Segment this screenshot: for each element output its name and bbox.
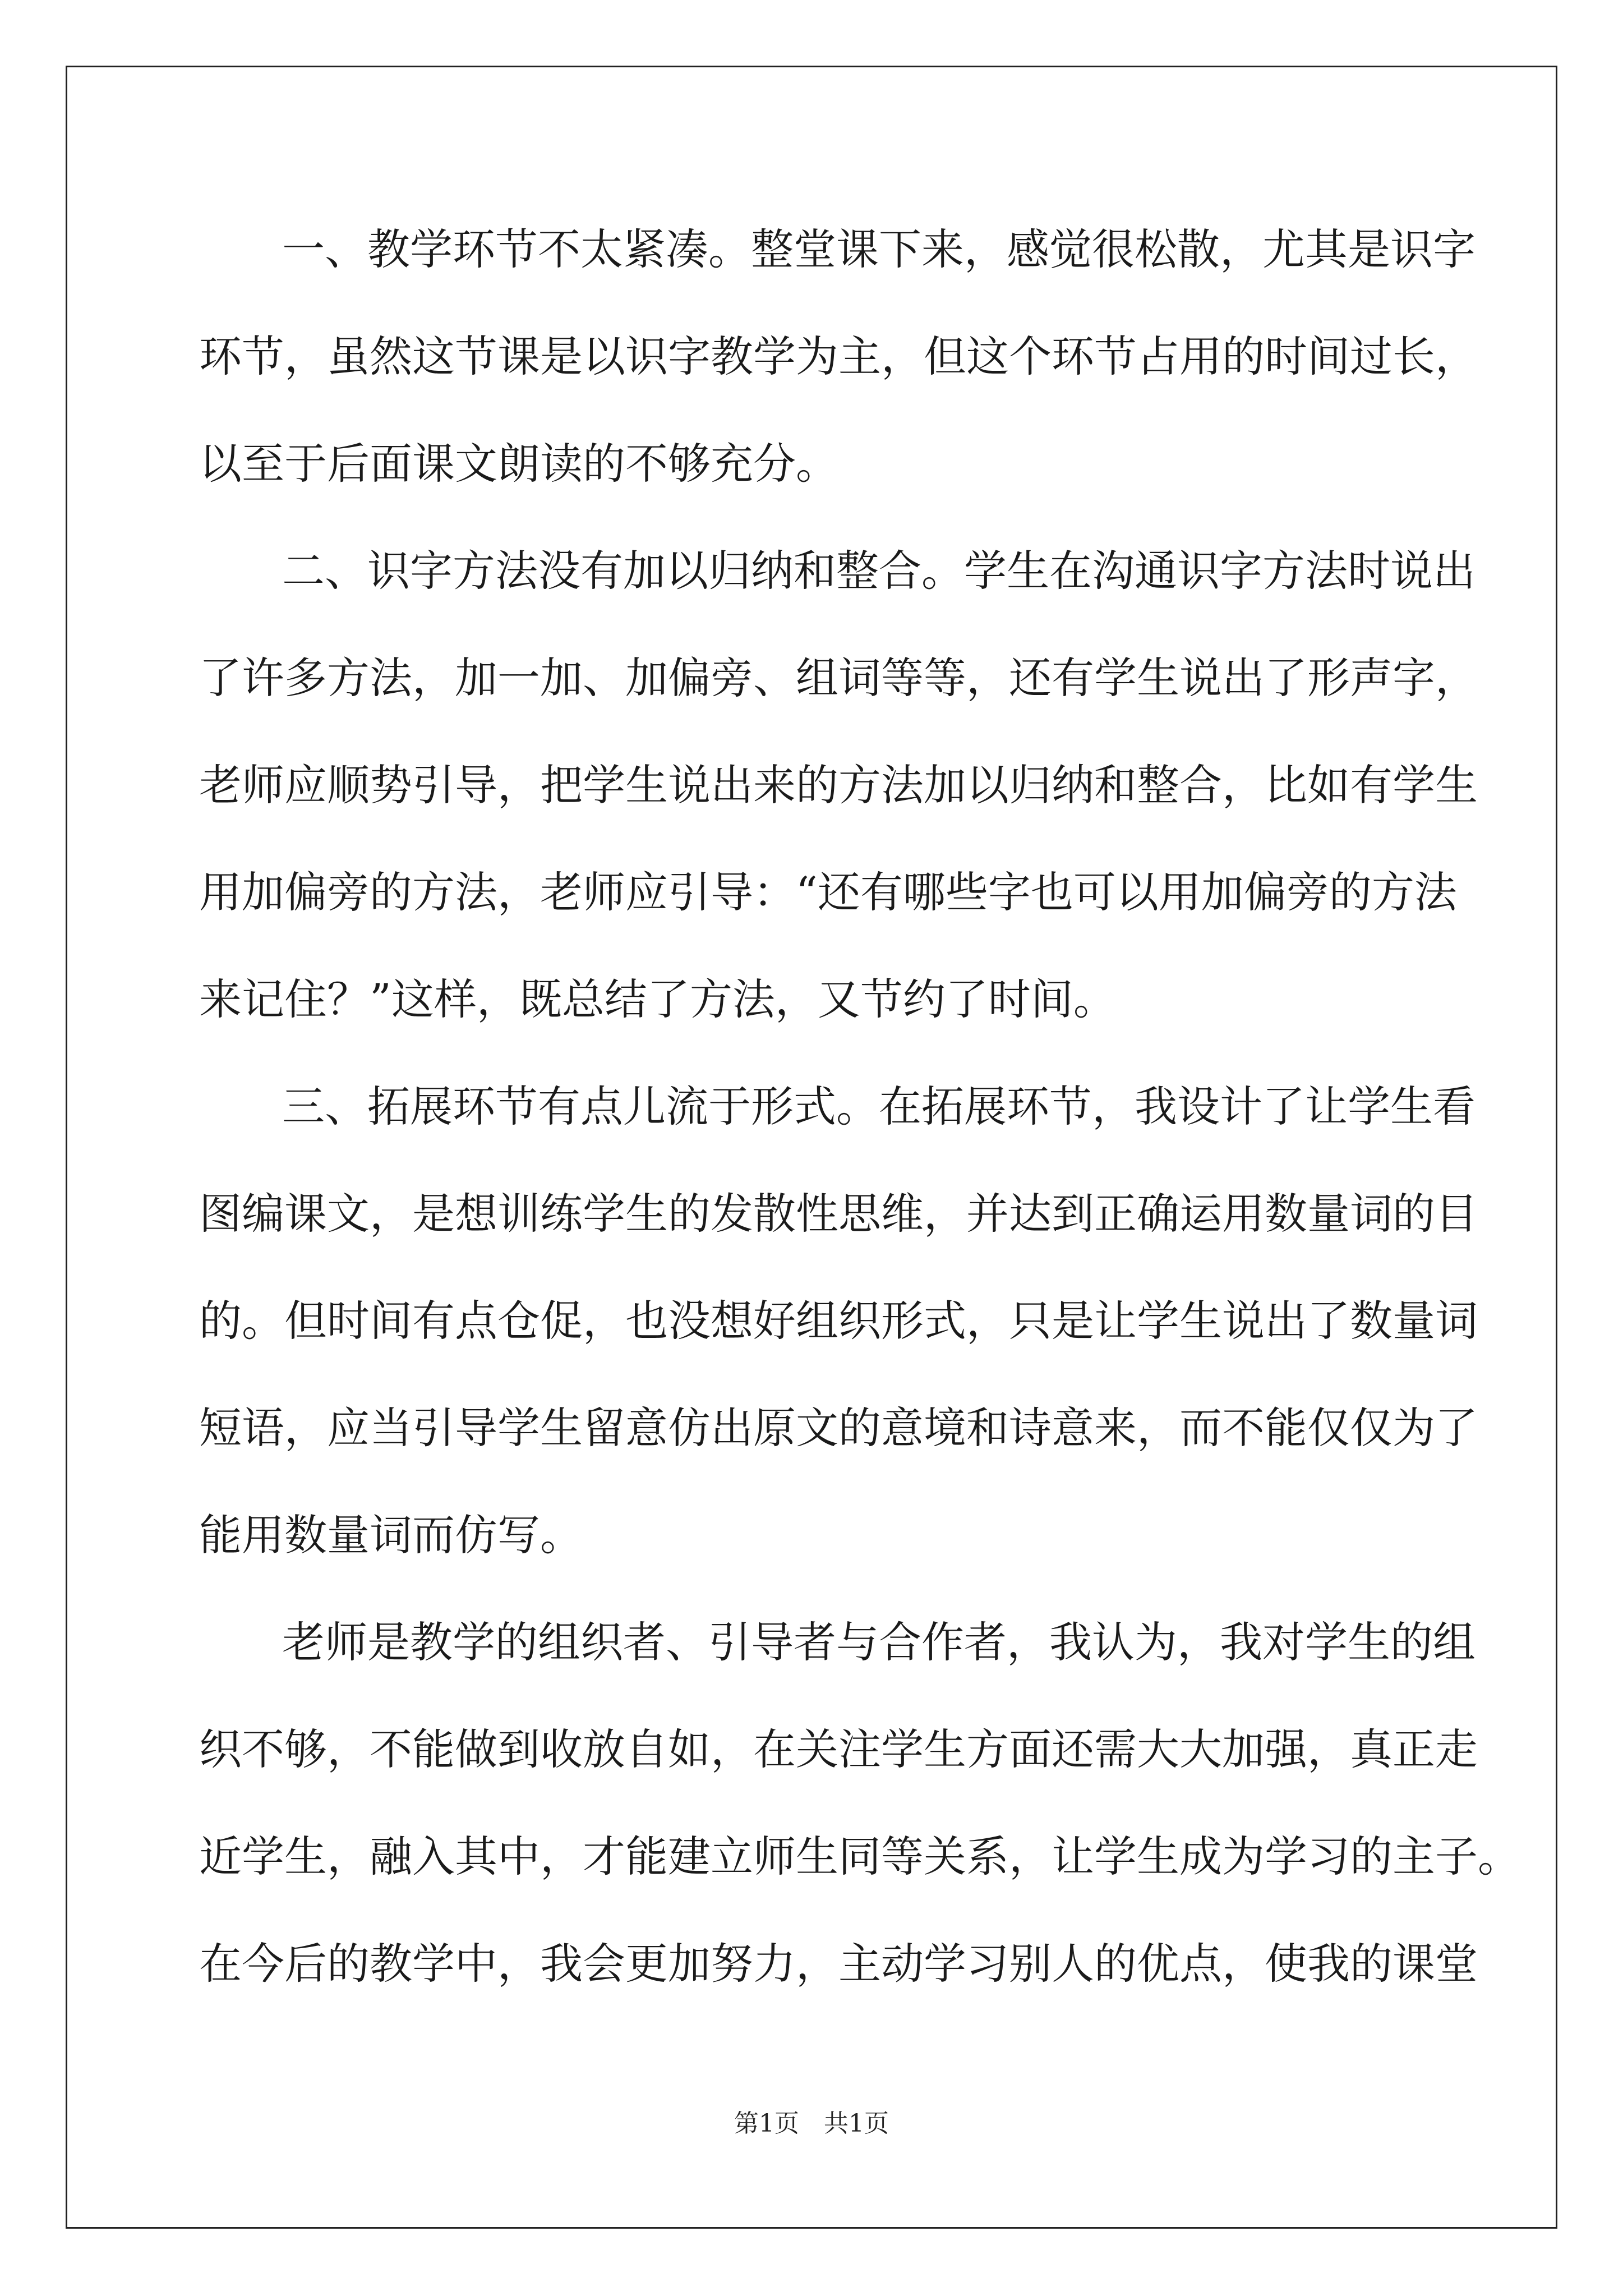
- paragraph-line: 在今后的教学中，我会更加努力，主动学习别人的优点，使我的课堂: [199, 1939, 1478, 1989]
- paragraph-line: 短语，应当引导学生留意仿出原文的意境和诗意来，而不能仅仅为了: [199, 1403, 1478, 1453]
- document-body: [199, 216, 1520, 2037]
- paragraph-line: 环节，虽然这节课是以识字教学为主，但这个环节占用的时间过长，: [199, 332, 1478, 381]
- paragraph-line: 三、拓展环节有点儿流于形式。在拓展环节，我设计了让学生看: [282, 1082, 1476, 1131]
- page-number-label: 第1页 共1页: [734, 2109, 889, 2138]
- paragraph-line: 老师是教学的组织者、引导者与合作者，我认为，我对学生的组: [282, 1617, 1476, 1667]
- paragraph-line: 图编课文，是想训练学生的发散性思维，并达到正确运用数量词的目: [199, 1189, 1478, 1239]
- page-footer: [0, 2107, 1623, 2141]
- paragraph-line: 织不够，不能做到收放自如，在关注学生方面还需大大加强，真正走: [199, 1724, 1478, 1774]
- paragraph-line: 以至于后面课文朗读的不够充分。: [199, 439, 838, 489]
- paragraph-line: 用加偏旁的方法，老师应引导：“还有哪些字也可以用加偏旁的方法: [199, 867, 1457, 917]
- paragraph-line: 一、教学环节不太紧凑。整堂课下来，感觉很松散，尤其是识字: [282, 224, 1476, 274]
- paragraph-line: 近学生，融入其中，才能建立师生同等关系，让学生成为学习的主子。: [199, 1832, 1520, 1881]
- paragraph-line: 来记住？”这样，既总结了方法，又节约了时间。: [199, 974, 1116, 1024]
- paragraph-line: 能用数量词而仿写。: [199, 1510, 583, 1560]
- paragraph-line: 的。但时间有点仓促，也没想好组织形式，只是让学生说出了数量词: [199, 1296, 1478, 1346]
- paragraph-line: 老师应顺势引导，把学生说出来的方法加以归纳和整合，比如有学生: [199, 760, 1478, 810]
- paragraph-line: 了许多方法，加一加、加偏旁、组词等等，还有学生说出了形声字，: [199, 653, 1478, 703]
- paragraph-line: 二、识字方法没有加以归纳和整合。学生在沟通识字方法时说出: [282, 546, 1476, 596]
